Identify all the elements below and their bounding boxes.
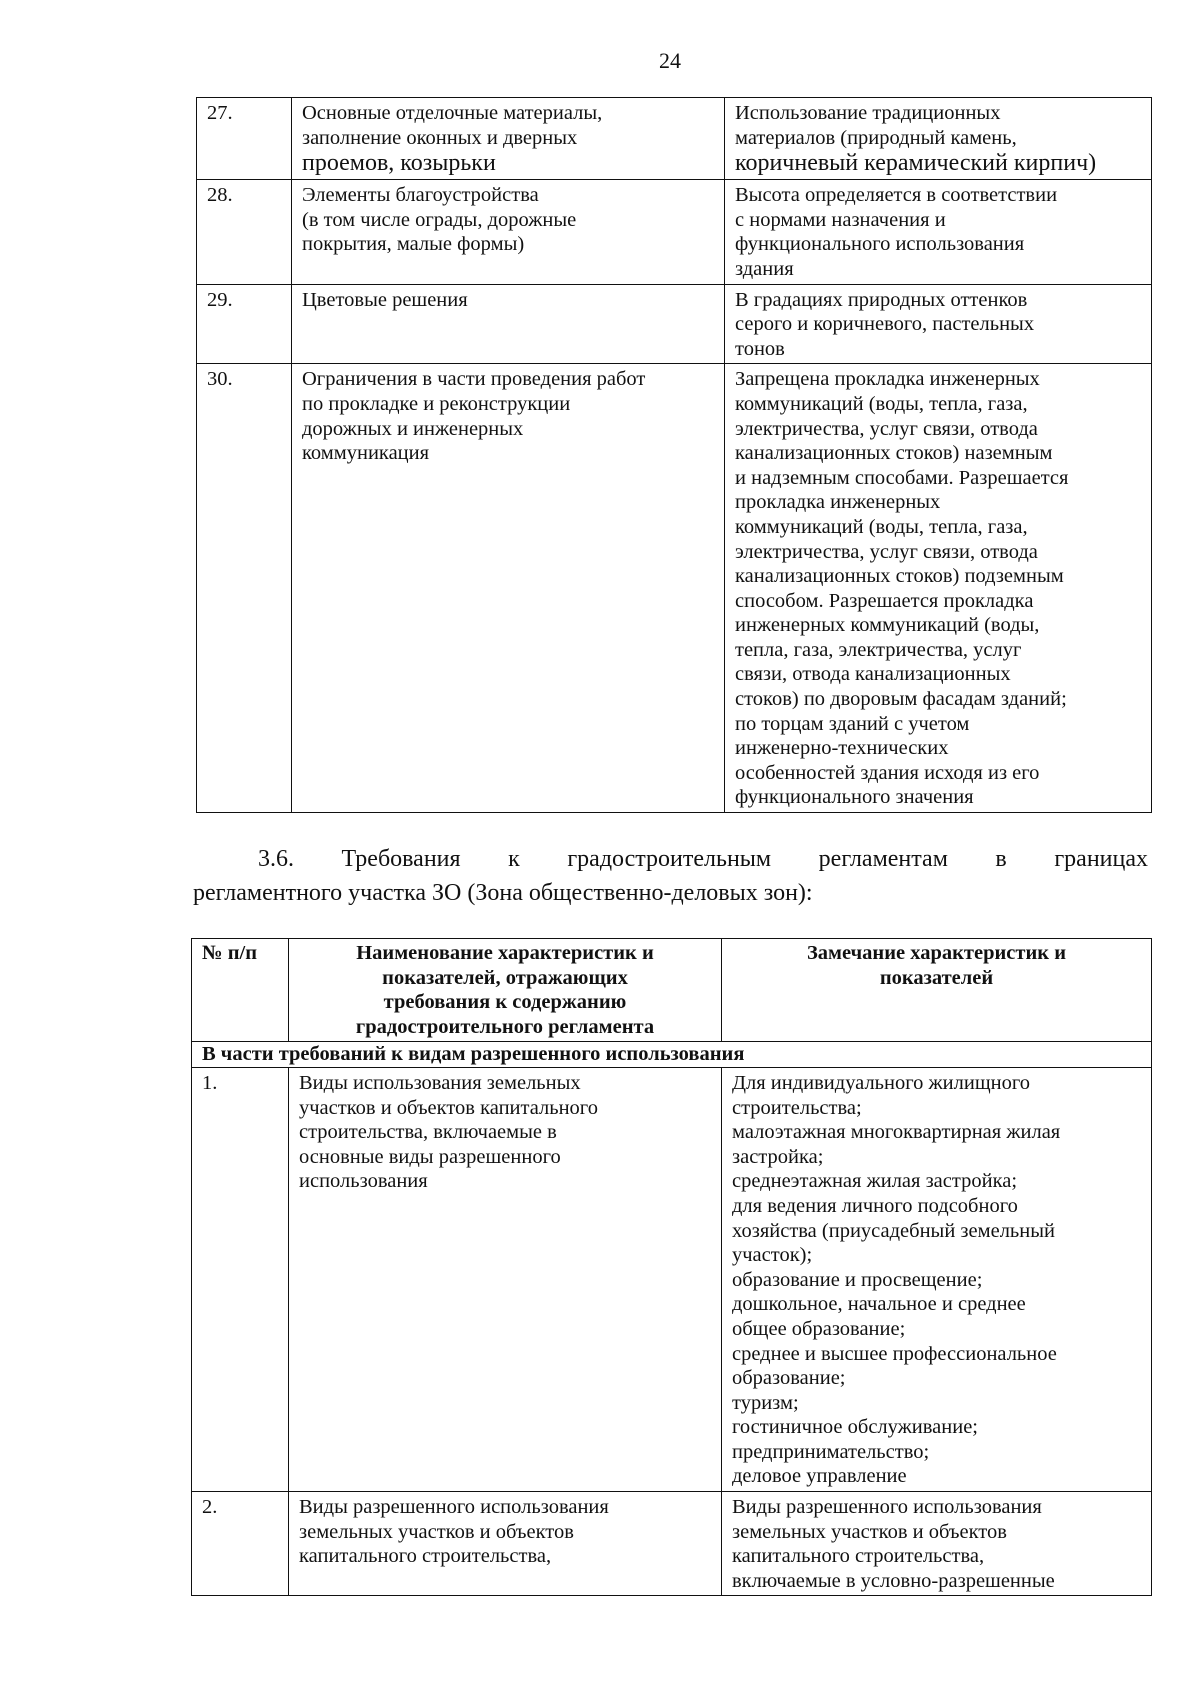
text-line: туризм; (732, 1391, 799, 1414)
text-line: материалов (природный камень, (735, 126, 1017, 149)
text-line: градостроительного регламента (355, 1015, 655, 1038)
text-line: функционального значения (735, 786, 974, 809)
text-line: Для индивидуального жилищного (732, 1071, 1031, 1094)
text-line: коммуникаций (воды, тепла, газа, (735, 392, 1028, 415)
text-line: капитального строительства, (732, 1545, 985, 1568)
row-characteristic (289, 1067, 722, 1491)
text-line: функционального использования (735, 233, 1025, 256)
row-characteristic (292, 180, 725, 284)
text-line: серого и коричневого, пастельных (735, 313, 1035, 336)
text-line: земельных участков и объектов (732, 1520, 1007, 1543)
row-number: 28. (197, 180, 292, 284)
text-line: дошкольное, начальное и среднее (732, 1293, 1026, 1316)
text-line: покрытия, малые формы) (302, 233, 525, 256)
text-line: способом. Разрешается прокладка (735, 589, 1034, 612)
text-line: малоэтажная многоквартирная жилая (732, 1121, 1061, 1144)
text-line: коммуникаций (воды, тепла, газа, (735, 515, 1028, 538)
text-line: среднеэтажная жилая застройка; (732, 1170, 1018, 1193)
text-line: Ограничения в части проведения работ (302, 368, 646, 391)
text-line: тонов (735, 337, 785, 360)
row-value (725, 180, 1152, 284)
row-characteristic (289, 1492, 722, 1596)
text-line: (в том числе ограды, дорожные (302, 208, 577, 231)
text-line: Основные отделочные материалы, (302, 102, 603, 124)
text-line: канализационных стоков) подземным (735, 565, 1064, 588)
text-line: канализационных стоков) наземным (735, 442, 1053, 465)
page-number: 24 (659, 48, 681, 73)
text-line: Запрещена прокладка инженерных (735, 368, 1040, 391)
section-heading-line: 3.6. Требования к градостроительным регламентам в границах (258, 846, 1148, 872)
text-line: для ведения личного подсобного (732, 1194, 1018, 1217)
text-line: заполнение оконных и дверных (302, 126, 578, 149)
text-line: связи, отвода канализационных (735, 663, 1011, 686)
text-line: строительства, включаемые в (299, 1121, 557, 1144)
section-heading-line: регламентного участка ЗО (Зона общественно-деловых зон): (193, 880, 813, 906)
text-line: электричества, услуг связи, отвода (735, 540, 1038, 563)
requirements-table-continued (196, 97, 1152, 813)
row-characteristic (292, 98, 725, 180)
text-line: участков и объектов капитального (299, 1096, 598, 1119)
text-line: Элементы благоустройства (302, 184, 539, 207)
text-line: с нормами назначения и (735, 208, 946, 231)
zone-requirements-table (191, 938, 1152, 1596)
text-line: образование; (732, 1367, 846, 1390)
text-line: проемов, козырьки (302, 150, 496, 177)
text-line: коммуникация (302, 442, 430, 465)
text-line: включаемые в условно-разрешенные (732, 1569, 1055, 1592)
text-line: и надземным способами. Разрешается (735, 466, 1069, 489)
text-line: здания (735, 257, 794, 280)
text-line: Цветовые решения (302, 288, 468, 311)
row-value (725, 284, 1152, 364)
text-line: хозяйства (приусадебный земельный (732, 1219, 1055, 1242)
text-line: образование и просвещение; (732, 1268, 983, 1291)
text-line: показателей, отражающих (382, 966, 628, 989)
text-line: строительства; (732, 1096, 862, 1119)
table-row (192, 1067, 1152, 1491)
text-line: инженерных коммуникаций (воды, (735, 614, 1040, 637)
text-line: Наименование характеристик и (356, 942, 654, 964)
text-line: использования (299, 1170, 428, 1193)
section-heading (193, 842, 1148, 910)
text-line: по торцам зданий с учетом (735, 712, 970, 735)
row-number: 2. (192, 1492, 289, 1596)
text-line: общее образование; (732, 1317, 906, 1340)
text-line: основные виды разрешенного (299, 1145, 561, 1168)
text-line: В градациях природных оттенков (735, 288, 1028, 311)
table-row (197, 284, 1152, 364)
text-line: электричества, услуг связи, отвода (735, 417, 1038, 440)
text-line: по прокладке и реконструкции (302, 392, 571, 415)
text-line: застройка; (732, 1145, 824, 1168)
section-row-label: В части требований к видам разрешенного использования (192, 1042, 1152, 1068)
header-characteristic (289, 939, 722, 1042)
row-number: 1. (192, 1067, 289, 1491)
table-row (197, 98, 1152, 180)
row-characteristic (292, 284, 725, 364)
text-line: Виды разрешенного использования (299, 1496, 609, 1519)
text-line: деловое управление (732, 1465, 907, 1488)
text-line: особенностей здания исходя из его (735, 761, 1040, 784)
text-line: требования к содержанию (383, 991, 627, 1014)
header-value (722, 939, 1152, 1042)
text-line: среднее и высшее профессиональное (732, 1342, 1057, 1365)
text-line: земельных участков и объектов (299, 1520, 574, 1543)
text-line: стоков) по дворовым фасадам зданий; (735, 688, 1067, 711)
row-value (725, 98, 1152, 180)
text-line: Высота определяется в соответствии (735, 184, 1058, 207)
row-value (725, 364, 1152, 813)
text-line: показателей (879, 966, 994, 989)
table-row (197, 180, 1152, 284)
row-number: 29. (197, 284, 292, 364)
text-line: прокладка инженерных (735, 491, 941, 514)
table-row (197, 364, 1152, 813)
row-number: 27. (197, 98, 292, 180)
table-header-row (192, 939, 1152, 1042)
text-line: предпринимательство; (732, 1440, 930, 1463)
text-line: гостиничное обслуживание; (732, 1416, 978, 1439)
row-value (722, 1067, 1152, 1491)
row-number: 30. (197, 364, 292, 813)
text-line: Виды разрешенного использования (732, 1496, 1042, 1519)
header-number: № п/п (192, 939, 289, 1042)
text-line: коричневый керамический кирпич) (735, 150, 1097, 177)
text-line: Замечание характеристик и (806, 942, 1067, 964)
row-characteristic (292, 364, 725, 813)
table-section-row (192, 1042, 1152, 1068)
text-line: Использование традиционных (735, 102, 1001, 124)
text-line: дорожных и инженерных (302, 417, 524, 440)
text-line: инженерно-технических (735, 737, 949, 760)
text-line: тепла, газа, электричества, услуг (735, 638, 1022, 661)
text-line: участок); (732, 1244, 813, 1267)
table-row (192, 1492, 1152, 1596)
text-line: капитального строительства, (299, 1545, 552, 1568)
text-line: Виды использования земельных (299, 1071, 581, 1094)
row-value (722, 1492, 1152, 1596)
